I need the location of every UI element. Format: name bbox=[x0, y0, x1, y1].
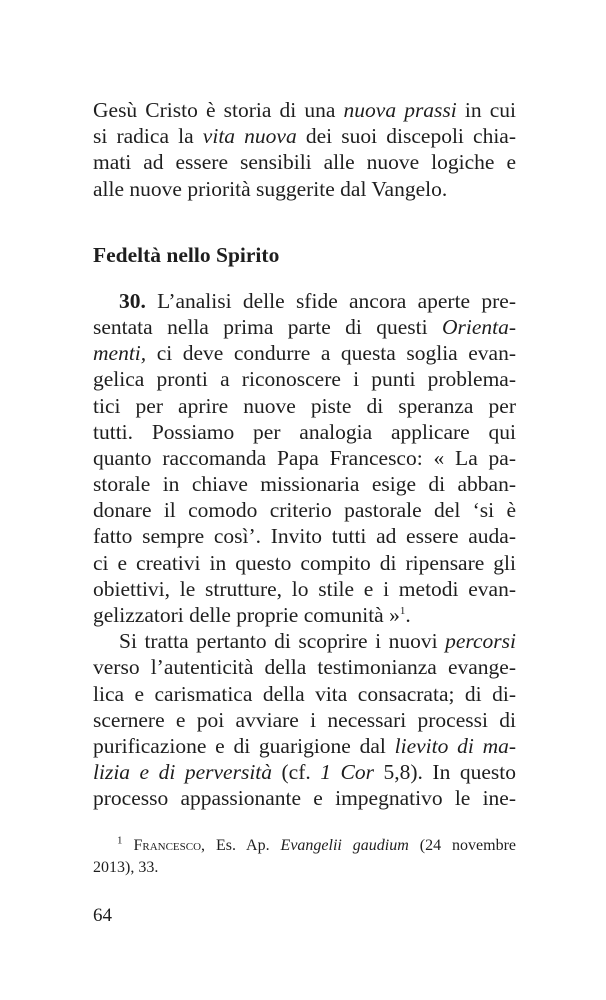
text-line: mati ad essere sensibili alle nuove logiche e bbox=[93, 150, 516, 175]
page-body bbox=[93, 97, 516, 812]
text-line: storale in chiave missionaria esige di abban- bbox=[93, 472, 516, 497]
footnote-reference[interactable]: 1 bbox=[399, 604, 406, 617]
text-line: Si tratta pertanto di scoprire i nuovi percorsi bbox=[119, 629, 516, 654]
paragraph-next bbox=[93, 628, 516, 811]
footnote-title: Evangelii gaudium bbox=[280, 837, 409, 854]
text-line: processo appassionante e impegnativo le ine- bbox=[93, 786, 516, 811]
text-line: sentata nella prima parte di questi Orienta- bbox=[93, 314, 516, 339]
text-line: gelica pronti a riconoscere i punti problema- bbox=[93, 367, 516, 392]
text-line: Gesù Cristo è storia di una nuova prassi in cui bbox=[93, 98, 516, 122]
text-line: lizia e di perversità (cf. 1 Cor 5,8). In questo bbox=[93, 760, 516, 785]
text-line: verso l’autenticità della testimonianza evange- bbox=[93, 655, 516, 680]
intro-paragraph bbox=[93, 97, 516, 202]
text-line: ci e creativi in questo compito di ripensare gli bbox=[93, 550, 516, 575]
text-line: tici per aprire nuove piste di speranza per bbox=[93, 393, 516, 418]
footnote bbox=[93, 835, 516, 879]
text-line: menti, ci deve condurre a questa soglia evan- bbox=[93, 341, 516, 366]
footnote-line: 2013), 33. bbox=[93, 859, 159, 876]
text-line: si radica la vita nuova dei suoi discepoli chia- bbox=[93, 124, 516, 149]
text-line: quanto raccomanda Papa Francesco: « La pa- bbox=[93, 445, 516, 470]
text-line: gelizzatori delle proprie comunità »$^1$. bbox=[93, 603, 411, 627]
text-line: tutti. Possiamo per analogia applicare qui bbox=[93, 419, 516, 444]
section-heading: Fedeltà nello Spirito bbox=[93, 242, 280, 267]
footnote-line: $^1$ Francesco, Es. Ap. Evangelii gaudium (24 novembre bbox=[117, 834, 517, 854]
text-line: lica e carismatica della vita consacrata; di di- bbox=[93, 681, 516, 706]
text-line: 30. L’analisi delle sfide ancora aperte pre- bbox=[119, 288, 516, 313]
text-line: donare il comodo criterio pastorale del ‘si è bbox=[93, 498, 516, 523]
footnote-number: 1 bbox=[117, 834, 123, 847]
text-line: fatto sempre così’. Invito tutti ad essere auda- bbox=[93, 524, 516, 549]
footnote-author: Francesco bbox=[133, 837, 202, 854]
text-line: purificazione e di guarigione dal lievito di ma- bbox=[93, 733, 517, 758]
text-line: scernere e poi avviare i necessari processi di bbox=[93, 707, 516, 732]
page-number: 64 bbox=[93, 905, 112, 926]
paragraph-30 bbox=[93, 288, 516, 628]
paragraph-number: 30. bbox=[119, 288, 146, 313]
text-line: obiettivi, le strutture, lo stile e i metodi evan- bbox=[93, 576, 516, 601]
text-line: alle nuove priorità suggerite dal Vangelo. bbox=[93, 176, 448, 201]
